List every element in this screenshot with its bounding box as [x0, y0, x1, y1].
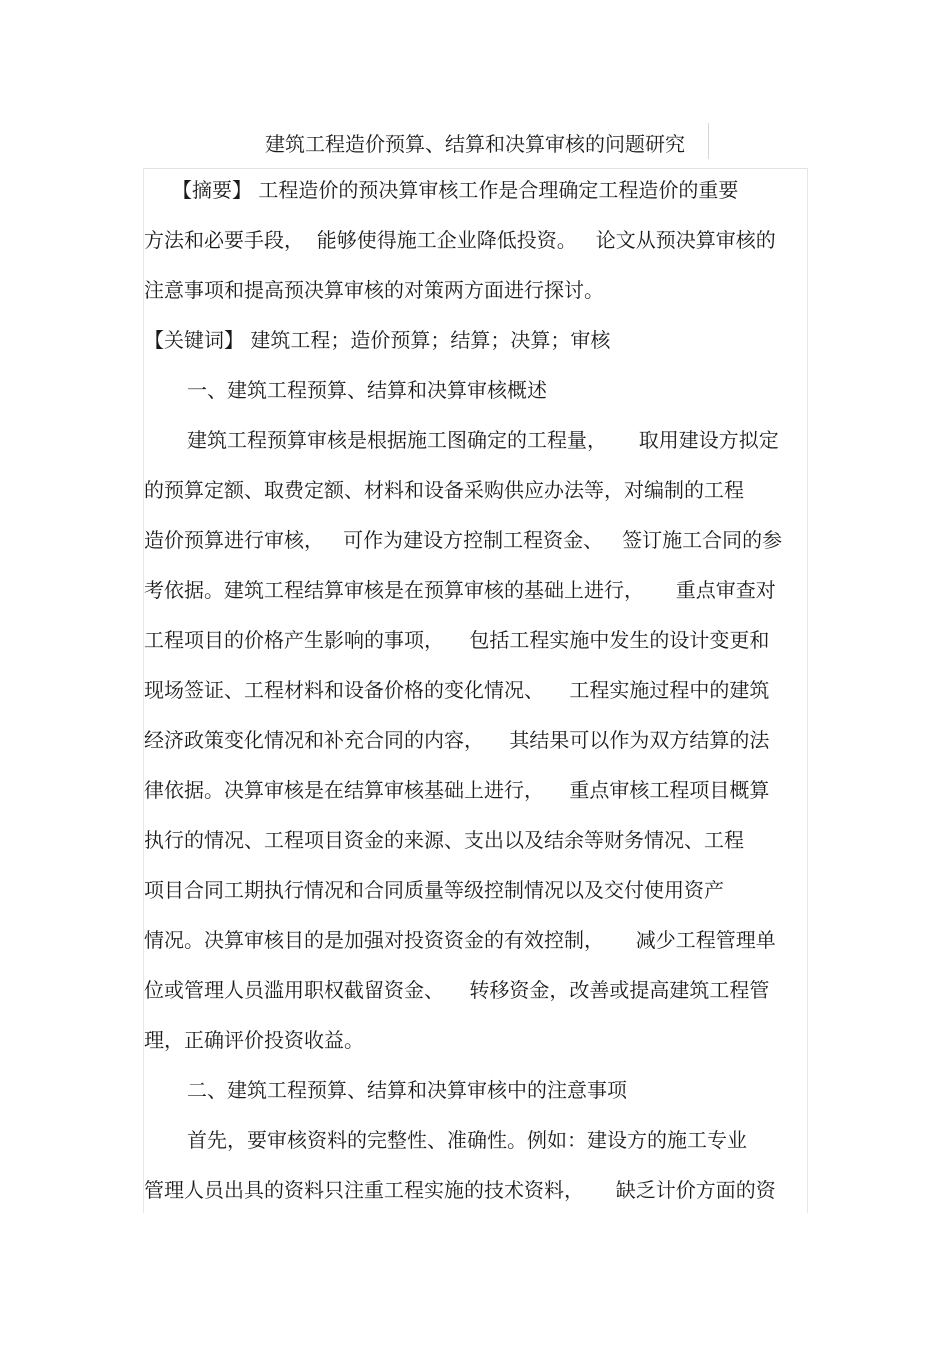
body-line: 律依据。决算审核是在结算审核基础上进行， 重点审核工程项目概算: [144, 778, 770, 802]
body-line: 管理人员出具的资料只注重工程实施的技术资料， 缺乏计价方面的资: [144, 1178, 776, 1202]
abstract-line: 方法和必要手段， 能够使得施工企业降低投资。 论文从预决算审核的: [144, 228, 776, 252]
abstract-line: 【摘要】 工程造价的预决算审核工作是合理确定工程造价的重要: [172, 178, 739, 202]
body-line: 造价预算进行审核， 可作为建设方控制工程资金、 签订施工合同的参: [144, 528, 783, 552]
body-line: 考依据。建筑工程结算审核是在预算审核的基础上进行， 重点审查对: [144, 578, 776, 602]
body-line: 理，正确评价投资收益。: [144, 1028, 364, 1052]
abstract-line: 注意事项和提高预决算审核的对策两方面进行探讨。: [144, 278, 604, 302]
body-line: 工程项目的价格产生影响的事项， 包括工程实施中发生的设计变更和: [144, 628, 770, 652]
body-line: 的预算定额、取费定额、材料和设备采购供应办法等，对编制的工程: [144, 478, 744, 502]
section-heading: 一、建筑工程预算、结算和决算审核概述: [187, 378, 547, 402]
document-title: 建筑工程造价预算、结算和决算审核的问题研究: [265, 132, 685, 156]
body-line: 执行的情况、工程项目资金的来源、支出以及结余等财务情况、工程: [144, 828, 744, 852]
body-line: 建筑工程预算审核是根据施工图确定的工程量， 取用建设方拟定: [187, 428, 779, 452]
body-line: 首先，要审核资料的完整性、准确性。例如：建设方的施工专业: [187, 1128, 747, 1152]
body-line: 位或管理人员滥用职权截留资金、 转移资金，改善或提高建筑工程管: [144, 978, 770, 1002]
keywords-line: 【关键词】 建筑工程；造价预算；结算；决算；审核: [144, 328, 611, 352]
body-line: 现场签证、工程材料和设备价格的变化情况、 工程实施过程中的建筑: [144, 678, 770, 702]
body-line: 项目合同工期执行情况和合同质量等级控制情况以及交付使用资产: [144, 878, 724, 902]
body-line: 经济政策变化情况和补充合同的内容， 其结果可以作为双方结算的法: [144, 728, 770, 752]
text-frame-top-border: [143, 168, 808, 169]
section-heading: 二、建筑工程预算、结算和决算审核中的注意事项: [187, 1078, 627, 1102]
body-line: 情况。决算审核目的是加强对投资资金的有效控制， 减少工程管理单: [144, 928, 776, 952]
text-frame-right-border: [807, 168, 808, 1213]
